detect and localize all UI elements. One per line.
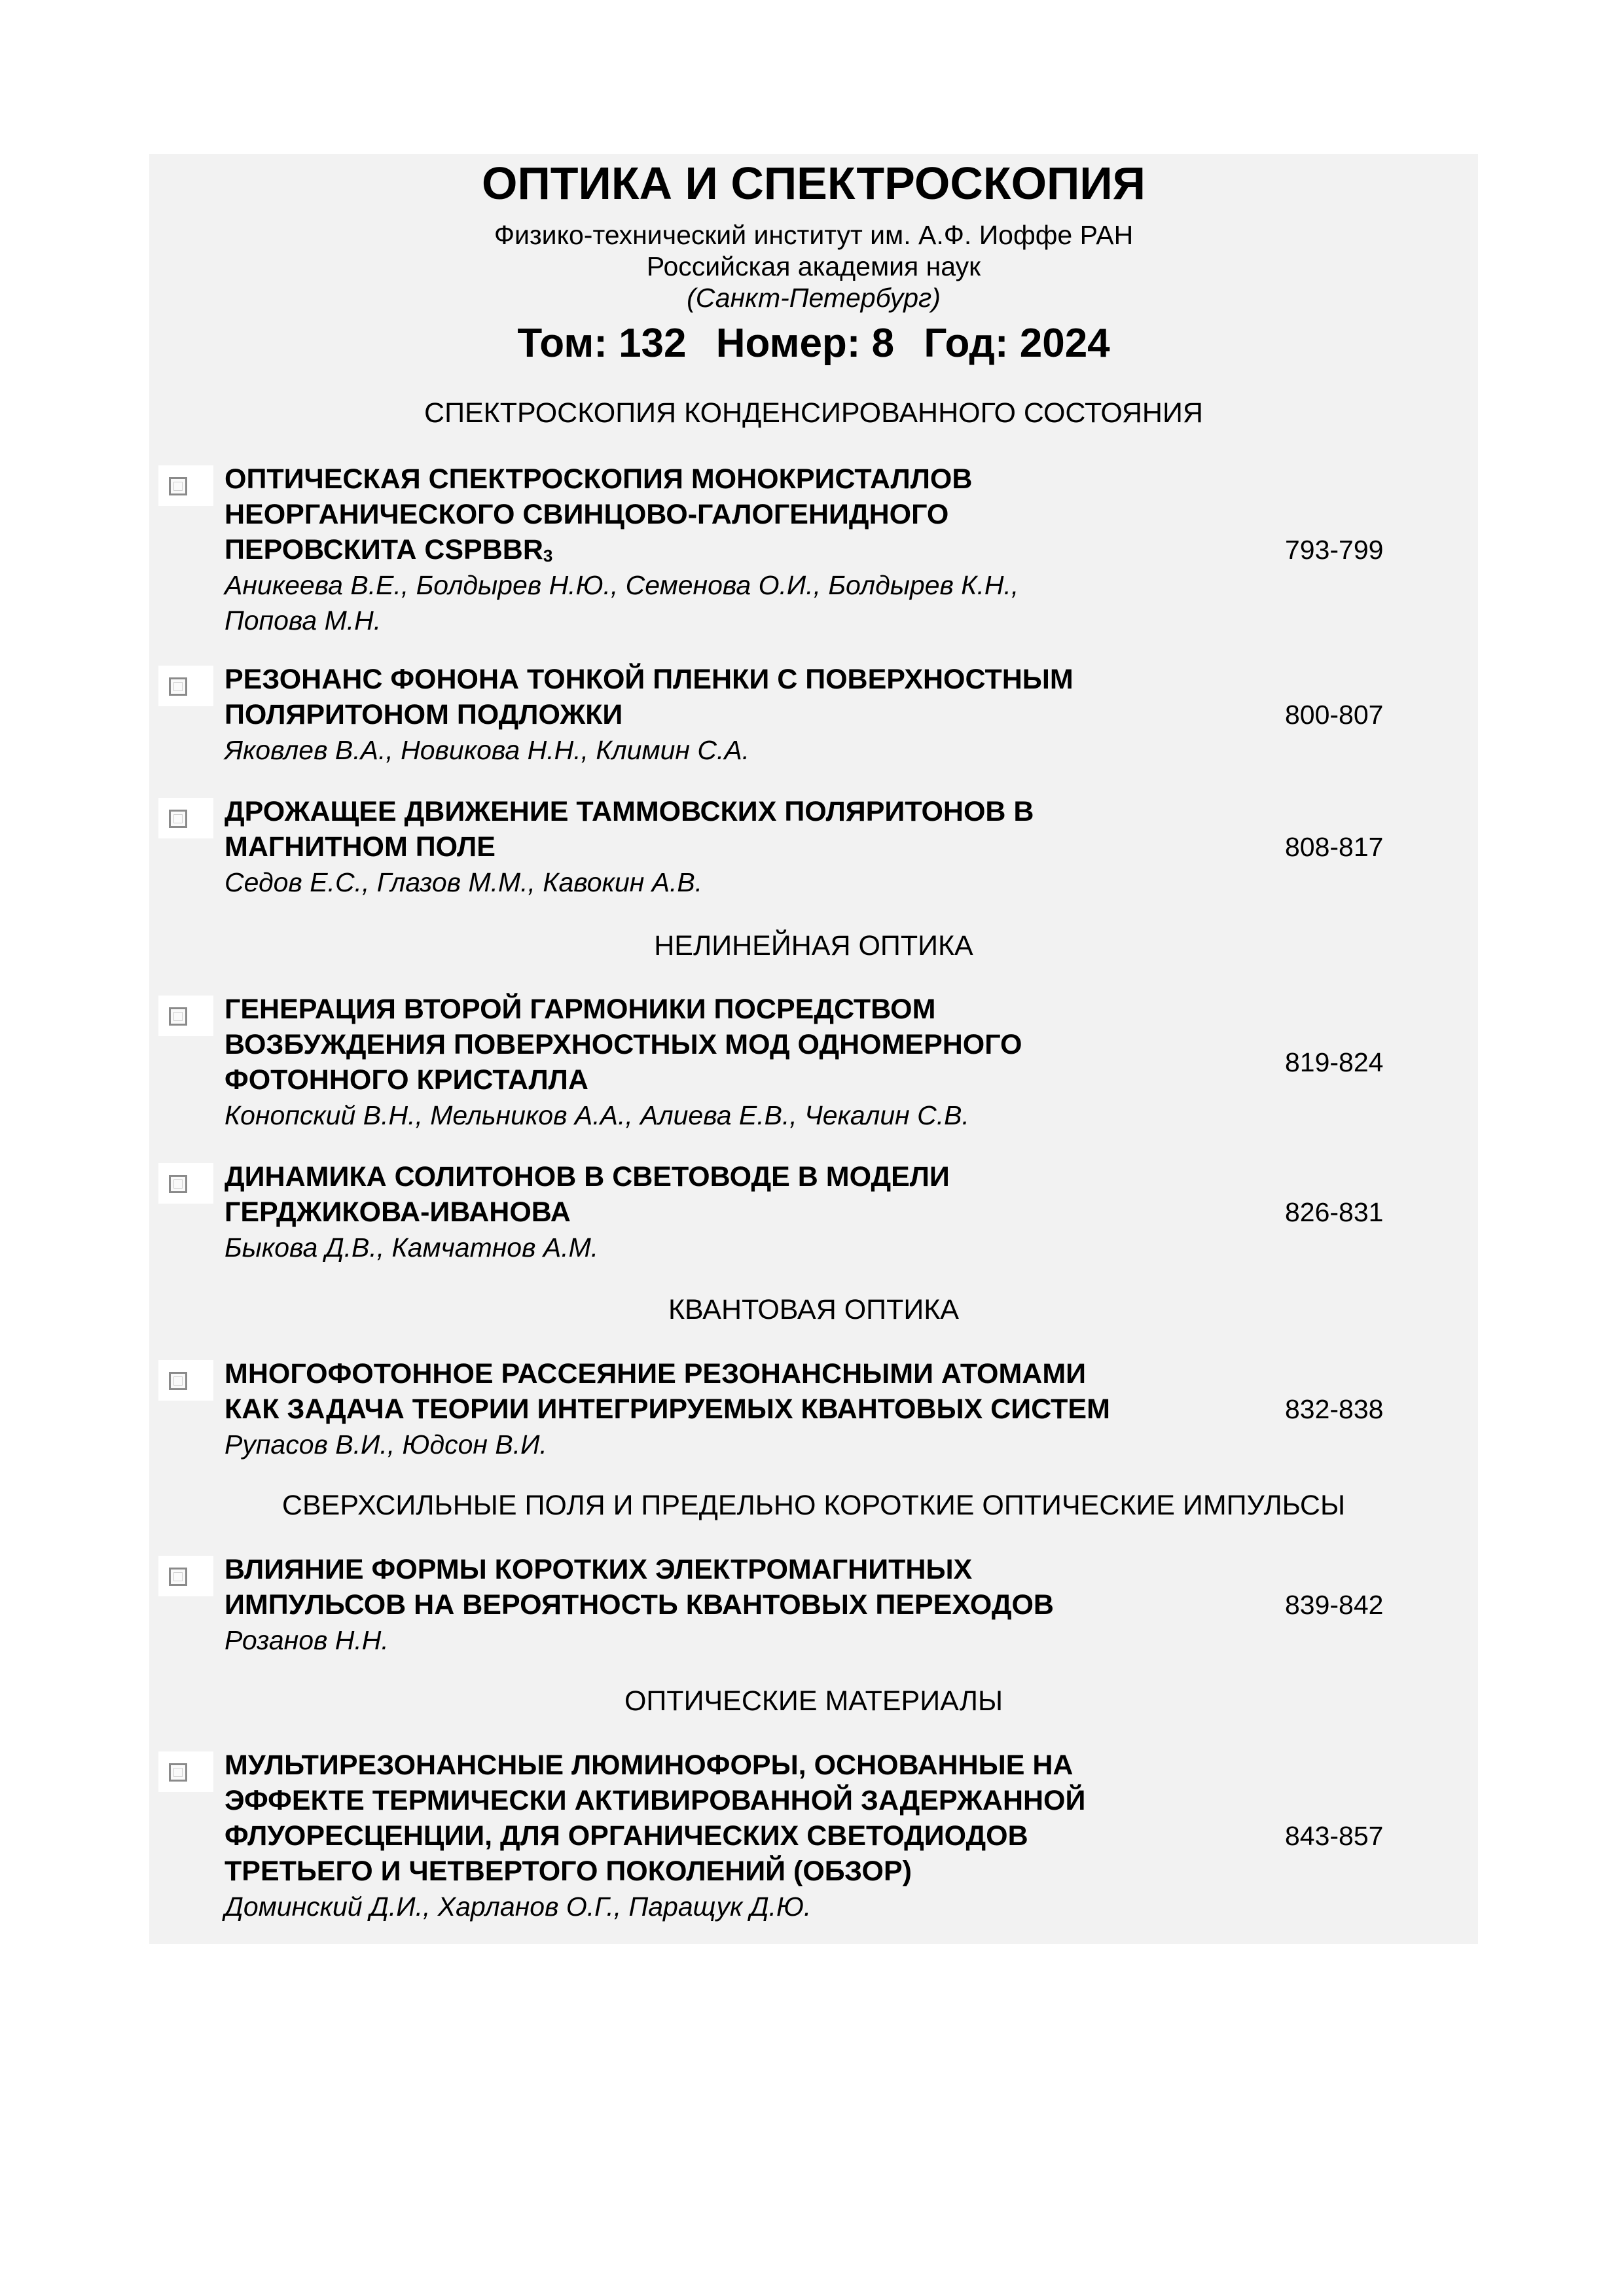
article-authors: Аникеева В.Е., Болдырев Н.Ю., Семенова О.И., Болдырев К.Н., Попова М.Н. — [225, 570, 1019, 636]
section-heading: СПЕКТРОСКОПИЯ КОНДЕНСИРОВАННОГО СОСТОЯНИЯ — [424, 397, 1203, 429]
article-pages: 800-807 — [1285, 700, 1384, 730]
checkbox-icon[interactable] — [158, 798, 213, 838]
contents-panel — [149, 154, 1478, 1944]
academy-name: Российская академия наук — [646, 251, 981, 281]
article-authors: Быкова Д.В., Камчатнов А.М. — [225, 1232, 599, 1263]
checkbox-icon[interactable] — [158, 996, 213, 1036]
article-title[interactable]: ОПТИЧЕСКАЯ СПЕКТРОСКОПИЯ МОНОКРИСТАЛЛОВ НЕОРГАНИЧЕСКОГО СВИНЦОВО-ГАЛОГЕНИДНОГО ПЕРОВСКИТА $CSPBBR_3$ — [225, 463, 973, 565]
checkbox-icon[interactable] — [158, 666, 213, 706]
article-authors: Розанов Н.Н. — [225, 1625, 389, 1655]
article-title[interactable]: РЕЗОНАНС ФОНОНА ТОНКОЙ ПЛЕНКИ С ПОВЕРХНОСТНЫМ ПОЛЯРИТОНОМ ПОДЛОЖКИ — [225, 664, 1074, 730]
article-title[interactable]: ДРОЖАЩЕЕ ДВИЖЕНИЕ ТАММОВСКИХ ПОЛЯРИТОНОВ В МАГНИТНОМ ПОЛЕ — [225, 796, 1034, 863]
article-pages: 832-838 — [1285, 1394, 1384, 1424]
article-pages: 793-799 — [1285, 535, 1384, 565]
article-title[interactable]: ГЕНЕРАЦИЯ ВТОРОЙ ГАРМОНИКИ ПОСРЕДСТВОМ ВОЗБУЖДЕНИЯ ПОВЕРХНОСТНЫХ МОД ОДНОМЕРНОГО ФОТОННОГО КРИСТАЛЛА — [225, 994, 1022, 1096]
article-title[interactable]: ВЛИЯНИЕ ФОРМЫ КОРОТКИХ ЭЛЕКТРОМАГНИТНЫХ ИМПУЛЬСОВ НА ВЕРОЯТНОСТЬ КВАНТОВЫХ ПЕРЕХОДОВ — [225, 1554, 1054, 1621]
article-title[interactable]: ДИНАМИКА СОЛИТОНОВ В СВЕТОВОДЕ В МОДЕЛИ ГЕРДЖИКОВА-ИВАНОВА — [225, 1161, 950, 1228]
institute-name: Физико-технический институт им. А.Ф. Иоффе РАН — [494, 220, 1134, 250]
city-name: (Санкт-Петербург) — [687, 283, 941, 313]
article-title[interactable]: МУЛЬТИРЕЗОНАНСНЫЕ ЛЮМИНОФОРЫ, ОСНОВАННЫЕ НА ЭФФЕКТЕ ТЕРМИЧЕСКИ АКТИВИРОВАННОЙ ЗАДЕРЖАННОЙ ФЛУОРЕСЦЕНЦИИ, ДЛЯ ОРГАНИЧЕСКИХ СВЕТОДИОДОВ ТРЕТЬЕГО И ЧЕТВЕРТОГО ПОКОЛЕНИЙ (ОБЗОР) — [225, 1749, 1086, 1887]
journal-title: ОПТИКА И СПЕКТРОСКОПИЯ — [482, 158, 1146, 209]
article-authors: Седов Е.С., Глазов М.М., Кавокин А.В. — [225, 867, 703, 897]
checkbox-icon[interactable] — [158, 465, 213, 506]
checkbox-icon[interactable] — [158, 1751, 213, 1792]
article-pages: 819-824 — [1285, 1047, 1384, 1077]
checkbox-icon[interactable] — [158, 1556, 213, 1596]
section-heading: ОПТИЧЕСКИЕ МАТЕРИАЛЫ — [624, 1685, 1003, 1717]
checkbox-icon[interactable] — [158, 1163, 213, 1204]
article-authors: Яковлев В.А., Новикова Н.Н., Климин С.А. — [225, 735, 750, 765]
number-label: Номер: 8 — [715, 321, 895, 366]
article-authors: Рупасов В.И., Юдсон В.И. — [225, 1429, 547, 1460]
section-heading: НЕЛИНЕЙНАЯ ОПТИКА — [654, 930, 973, 961]
article-pages: 808-817 — [1285, 832, 1384, 862]
checkbox-icon[interactable] — [158, 1360, 213, 1401]
article-pages: 839-842 — [1285, 1590, 1384, 1620]
article-pages: 843-857 — [1285, 1821, 1384, 1851]
article-title[interactable]: МНОГОФОТОННОЕ РАССЕЯНИЕ РЕЗОНАНСНЫМИ АТОМАМИ КАК ЗАДАЧА ТЕОРИИ ИНТЕГРИРУЕМЫХ КВАНТОВЫХ СИСТЕМ — [225, 1358, 1110, 1425]
section-heading: КВАНТОВАЯ ОПТИКА — [668, 1294, 959, 1325]
issue-info — [149, 317, 1478, 370]
year-label: Год: 2024 — [924, 321, 1110, 366]
article-pages: 826-831 — [1285, 1197, 1384, 1227]
article-authors: Доминский Д.И., Харланов О.Г., Паращук Д.Ю. — [225, 1892, 812, 1922]
volume-label: Том: 132 — [517, 321, 687, 366]
section-heading: СВЕРХСИЛЬНЫЕ ПОЛЯ И ПРЕДЕЛЬНО КОРОТКИЕ ОПТИЧЕСКИЕ ИМПУЛЬСЫ — [281, 1490, 1346, 1521]
article-authors: Конопский В.Н., Мельников А.А., Алиева Е.В., Чекалин С.В. — [225, 1100, 969, 1130]
